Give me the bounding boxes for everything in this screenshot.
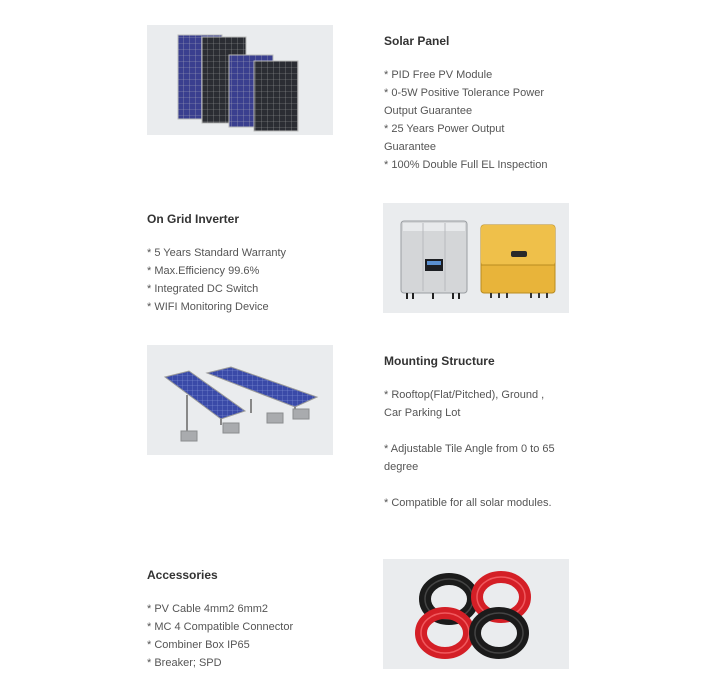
inverter-text xyxy=(147,212,347,316)
feature-line: * 5 Years Standard Warranty xyxy=(147,247,287,259)
spacer xyxy=(384,422,584,440)
mounting-structure-text xyxy=(384,354,584,512)
section-title: Accessories xyxy=(147,568,218,582)
solar-panel-image xyxy=(147,25,333,135)
feature-line: * 25 Years Power Output xyxy=(384,123,505,135)
feature-line: * PID Free PV Module xyxy=(384,69,493,81)
feature-line: degree xyxy=(384,461,419,473)
section-title: On Grid Inverter xyxy=(147,212,240,226)
feature-line: * 100% Double Full EL Inspection xyxy=(384,159,548,171)
cable-coil-black-bottom xyxy=(475,613,523,653)
feature-line: Car Parking Lot xyxy=(384,407,461,419)
feature-line: Output Guarantee xyxy=(384,105,473,117)
feature-line: * Breaker; SPD xyxy=(147,657,222,669)
grey-inverter xyxy=(401,221,467,299)
section-title: Mounting Structure xyxy=(384,354,495,368)
solar-panel-text xyxy=(384,34,584,174)
feature-line: * Rooftop(Flat/Pitched), Ground , xyxy=(384,389,545,401)
feature-line: * Combiner Box IP65 xyxy=(147,639,250,651)
feature-line: * Adjustable Tile Angle from 0 to 65 xyxy=(384,443,555,455)
inverter-image xyxy=(383,203,569,313)
section-title: Solar Panel xyxy=(384,34,450,48)
spacer xyxy=(384,476,584,494)
feature-line: * Max.Efficiency 99.6% xyxy=(147,265,260,277)
pv-cable-image xyxy=(383,559,569,669)
feature-line: * WIFI Monitoring Device xyxy=(147,301,269,313)
feature-line: Guarantee xyxy=(384,141,436,153)
feature-line: * Integrated DC Switch xyxy=(147,283,259,295)
solar-panel-dark-front xyxy=(254,61,298,131)
feature-line: * 0-5W Positive Tolerance Power xyxy=(384,87,544,99)
feature-line: * PV Cable 4mm2 6mm2 xyxy=(147,603,269,615)
cable-coil-red-bottom xyxy=(421,613,469,653)
yellow-inverter xyxy=(481,225,555,298)
mounting-structure-image xyxy=(147,345,333,455)
feature-line: * MC 4 Compatible Connector xyxy=(147,621,294,633)
accessories-text xyxy=(147,568,347,672)
feature-line: * Compatible for all solar modules. xyxy=(384,497,552,509)
